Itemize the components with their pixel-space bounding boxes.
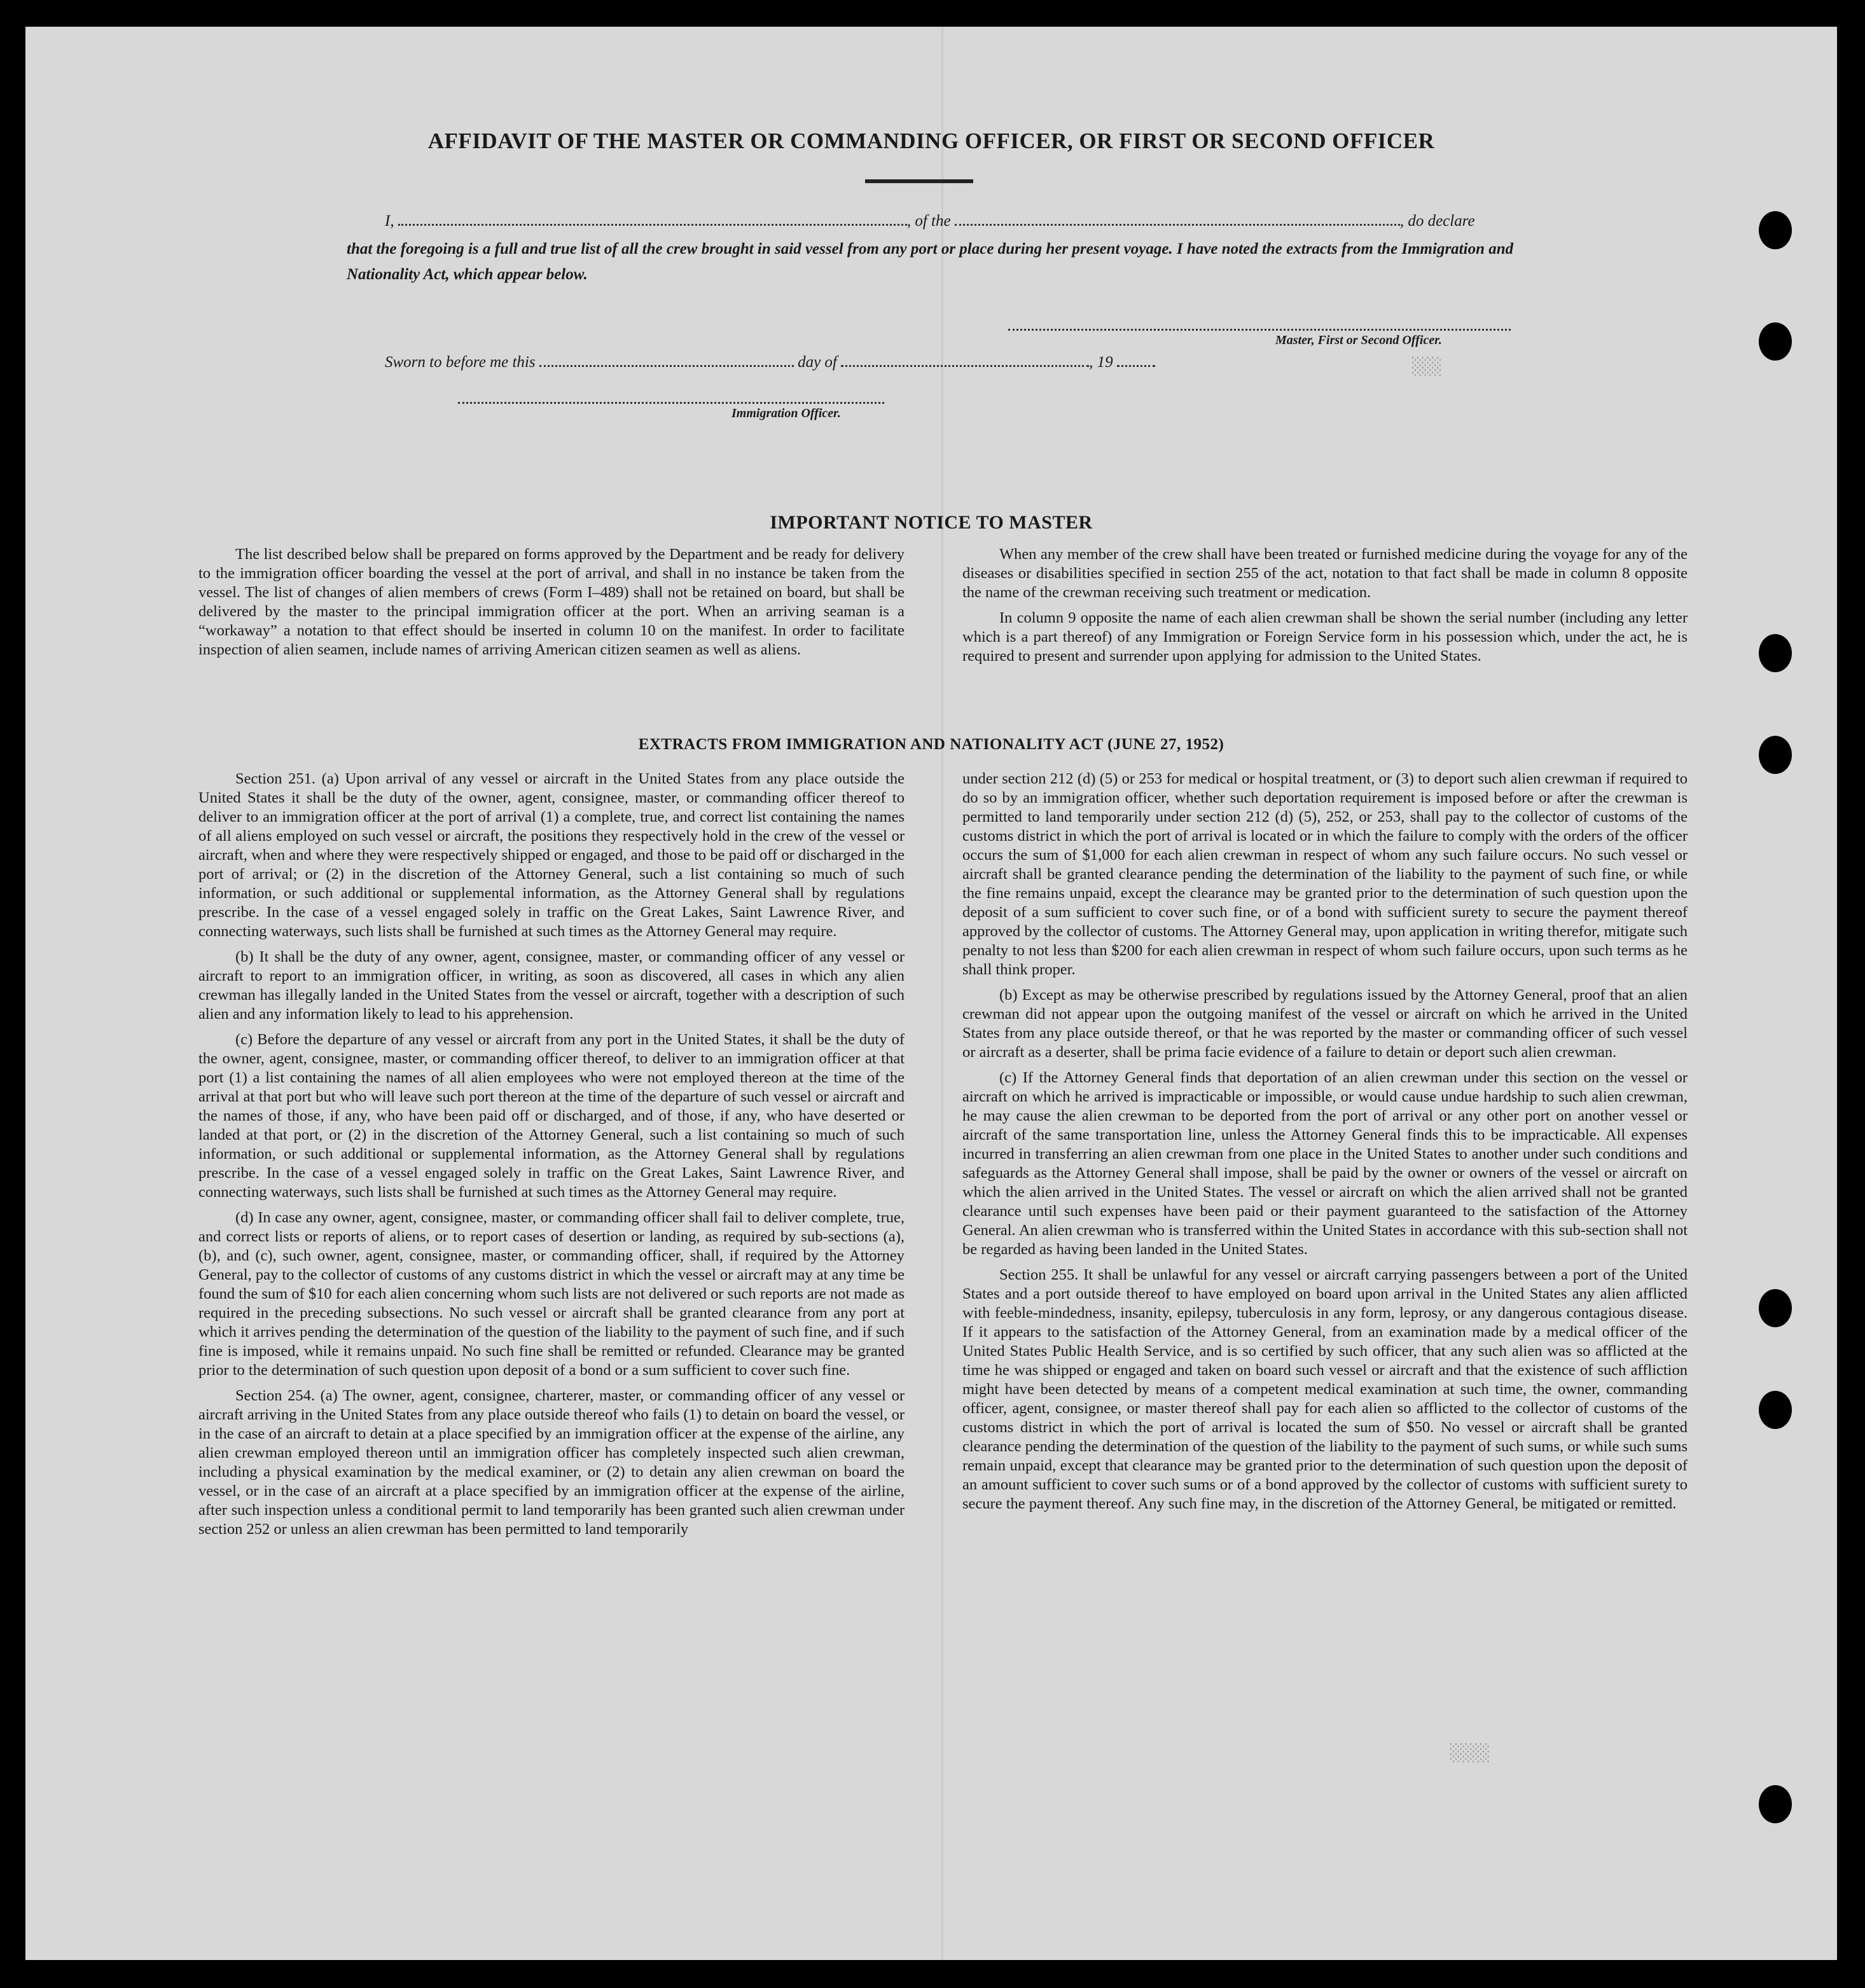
sworn-month-field[interactable] [841,351,1089,367]
declaration-line [385,210,1475,230]
vessel-field[interactable] [955,210,1400,226]
punch-hole [1759,1391,1792,1429]
notice-paragraph: The list described below shall be prepared on forms approved by the Department and be ready for delivery to the immigration officer boarding the vessel at the port of arrival, and shall in no instance be taken from the vessel. The list of changes of alien members of crews (Form I–489) shall not be retained on board, but shall be delivered by the master to the principal immigration officer at the port. When an arriving seaman is a “workaway” a notation to that effect should be inserted in column 10 on the manifest. In order to facilitate inspection of alien seamen, include names of arriving American citizen seamen as well as aliens. [198,546,905,658]
year-label: , 19 [1089,354,1113,371]
notice-paragraph: In column 9 opposite the name of each alien crewman shall be shown the serial number (including any letter which is a part thereof) of any Immigration or Foreign Service form in his possession which, under the act, he is required to present and surrender upon applying for admission to the United States. [962,609,1688,665]
do-declare-label: , do declare [1399,212,1475,230]
bleed-through-mark: ░░░░ [1450,1744,1490,1763]
name-field[interactable] [398,210,907,226]
notice-right-column [962,545,1688,672]
sworn-label: Sworn to before me this [385,354,536,371]
punch-hole [1759,211,1792,249]
sworn-line [385,351,1155,371]
section-paragraph: under section 212 (d) (5) or 253 for medical or hospital treatment, or (3) to deport such alien crewman if required to do so by an immigration officer, whether such deportation requirement is imposed before or after the crewman is permitted to land temporarily under section 212 (d) (5), 252, or 253, shall pay to the collector of customs of the customs district in which the port of arrival is located or in which the failure to comply with the orders of the officer occurs the sum of $1,000 for each alien crewman in respect of whom any such failure occurs. No such vessel or aircraft shall be granted clearance pending the determination of the liability to the payment of such fine, or while the fine remains unpaid, except the clearance may be granted prior to the determination of such question upon the deposit of a sum sufficient to cover such fine, or of a bond with sufficient surety to secure the payment thereof approved by the collector of customs. The Attorney General may, upon application in writing therefor, mitigate such penalty to not less than $200 for each alien crewman in respect of whom such failure occurs, upon such terms as he shall think proper. [962,770,1688,978]
section-paragraph: Section 255. It shall be unlawful for any vessel or aircraft carrying passengers between a port of the United States and a port outside thereof to have employed on board upon arrival in the United States any alien afflicted with feeble-mindedness, insanity, epilepsy, tuberculosis in any form, leprosy, or any dangerous contagious disease. If it appears to the satisfaction of the Attorney General, from an examination made by a medical officer of the United States Public Health Service, and is so certified by such officer, that any such alien was so afflicted at the time he was shipped or engaged and taken on board such vessel or aircraft and that the existence of such affliction might have been detected by means of a competent medical examination at such time, the owner, commanding officer, agent, consignee, or master thereof shall pay for each alien so afflicted to the collector of customs of the customs district in which the port of arrival is located the sum of $50. No vessel or aircraft shall be granted clearance pending the determination of the question of the liability to the payment of such sums, or while such sums remain unpaid, except that clearance may be granted prior to the determination of such question upon the deposit of an amount sufficient to cover such sums or of a bond approved by the collector of customs with sufficient surety to secure the payment thereof. Any such fine may, in the discretion of the Attorney General, be mitigated or remitted. [962,1266,1688,1512]
bleed-through-mark: ░░░ [1412,357,1442,376]
document-page [25,27,1837,1960]
master-caption: Master, First or Second Officer. [1275,333,1442,347]
section-paragraph: (b) It shall be the duty of any owner, agent, consignee, master, or commanding officer of any vessel or aircraft to report to an immigration officer, in writing, as soon as discovered, all cases in which any alien crewman has illegally landed in the United States from the vessel or aircraft, together with a description of such alien and any information likely to lead to his apprehension. [198,948,905,1023]
officer-caption: Immigration Officer. [731,406,841,420]
affidavit-statement: that the foregoing is a full and true list of all the crew brought in said vessel from any port or place during her present voyage. I have noted the extracts from the Immigration and Nationality Act, which appear below. [347,240,1514,283]
of-the-label: , of the [906,212,951,230]
title-rule [865,179,973,183]
punch-hole [1759,1785,1792,1823]
page-fold [941,27,943,1960]
extracts-right-column [962,770,1688,1520]
section-paragraph: (c) If the Attorney General finds that deportation of an alien crewman under this section on the vessel or aircraft on which he arrived is impracticable or impossible, or would cause undue hardship to such alien crewman, he may cause the alien crewman to be deported from the port of arrival or any other port on another vessel or aircraft of the same transportation line, unless the Attorney General finds this to be impracticable. All expenses incurred in transferring an alien crewman from one place in the United States to another under such conditions and safeguards as the Attorney General shall impose, shall be paid by the owner or owners of the vessel or aircraft on which the alien arrived in the United States. The vessel or aircraft on which the alien arrived shall not be granted clearance until such expenses have been paid or their payment guaranteed to the satisfaction of the Attorney General. An alien crewman who is transferred within the United States in accordance with this sub-section shall not be regarded as having been landed in the United States. [962,1069,1688,1258]
affidavit-title: AFFIDAVIT OF THE MASTER OR COMMANDING OFFICER, OR FIRST OR SECOND OFFICER [427,128,1435,153]
extracts-title: EXTRACTS FROM IMMIGRATION AND NATIONALITY ACT (JUNE 27, 1952) [638,736,1224,753]
notice-paragraph: When any member of the crew shall have been treated or furnished medicine during the voyage for any of the diseases or disabilities specified in section 255 of the act, notation to that fact shall be made in column 8 opposite the name of the crewman receiving such treatment or medication. [962,546,1688,601]
extracts-left-column [198,770,905,1545]
day-of-label: day of [798,354,837,371]
section-paragraph: (d) In case any owner, agent, consignee, master, or commanding officer shall fail to deliver complete, true, and correct lists or reports of aliens, or to report cases of desertion or landing, as required by sub-sections (a), (b), and (c), such owner, agent, consignee, master, or commanding officer, shall, if required by the Attorney General, pay to the collector of customs of any customs district in which the vessel or aircraft may at any time be found the sum of $10 for each alien concerning whom such lists are not delivered or such reports are not made as required in the preceding subsections. No such vessel or aircraft shall be granted clearance from any port at which it arrives pending the determination of the question of the liability to the payment of such fine, and if such fine is imposed, while it remains unpaid. No such fine shall be remitted or refunded. Clearance may be granted prior to the determination of such question upon deposit of a bond or a sum sufficient to cover such fine. [198,1209,905,1379]
punch-hole [1759,322,1792,361]
officer-signature-field[interactable] [458,401,884,404]
sworn-year-field[interactable] [1117,351,1155,367]
notice-left-column [198,545,905,666]
notice-title: IMPORTANT NOTICE TO MASTER [770,512,1093,533]
master-signature-field[interactable] [1008,328,1511,331]
section-paragraph: Section 254. (a) The owner, agent, consignee, charterer, master, or commanding officer of any vessel or aircraft arriving in the United States from any place outside thereof who fails (1) to detain on board the vessel, or in the case of an aircraft to detain at a place specified by an immigration officer at the expense of the airline, any alien crewman employed thereon until an immigration officer has completely inspected such alien crewman, including a physical examination by the medical examiner, or (2) to detain any alien crewman on board the vessel, or in the case of an aircraft at a place specified by an immigration officer at the expense of the airline, after such inspection unless a conditional permit to land temporarily has been granted such alien crewman under section 252 or unless an alien crewman has been permitted to land temporarily [198,1387,905,1538]
punch-hole [1759,1289,1792,1327]
i-label: I, [385,212,394,230]
punch-hole [1759,634,1792,672]
sworn-day-field[interactable] [539,351,794,367]
section-paragraph: (b) Except as may be otherwise prescribed by regulations issued by the Attorney General, proof that an alien crewman did not appear upon the outgoing manifest of the vessel or aircraft on which he arrived in the United States from any place outside thereof, or that he was reported by the master or commanding officer of such vessel or aircraft as a deserter, shall be prima facie evidence of a failure to detain or deport such alien crewman. [962,986,1688,1061]
section-paragraph: (c) Before the departure of any vessel or aircraft from any port in the United States, it shall be the duty of the owner, agent, consignee, master, or commanding officer thereof, to deliver to an immigration officer at that port (1) a list containing the names of all alien employees who were not employed thereon at the time of the arrival at that port but who will leave such port thereon at the time of the departure of such vessel or aircraft and the names of those, if any, who have been paid off or discharged, and of those, if any, who have deserted or landed at that port, or (2) in the discretion of the Attorney General, such a list containing so much of such information, or such additional or supplemental information, as the Attorney General shall by regulations prescribe. In the case of a vessel engaged solely in traffic on the Great Lakes, Saint Lawrence River, and connecting waterways, such lists shall be furnished at such times as the Attorney General may require. [198,1031,905,1201]
section-paragraph: Section 251. (a) Upon arrival of any vessel or aircraft in the United States from any place outside the United States it shall be the duty of the owner, agent, consignee, master, or commanding officer thereof to deliver to an immigration officer at the port of arrival (1) a complete, true, and correct list containing the names of all aliens employed on such vessel or aircraft, the positions they respectively hold in the crew of the vessel or aircraft, when and where they were respectively shipped or engaged, and those to be paid off or discharged in the port of arrival; or (2) in the discretion of the Attorney General, such a list containing so much of such information, or such additional or supplemental information, as the Attorney General shall by regulations prescribe. In the case of a vessel engaged solely in traffic on the Great Lakes, Saint Lawrence River, and connecting waterways, such lists shall be furnished at such times as the Attorney General may require. [198,770,905,940]
